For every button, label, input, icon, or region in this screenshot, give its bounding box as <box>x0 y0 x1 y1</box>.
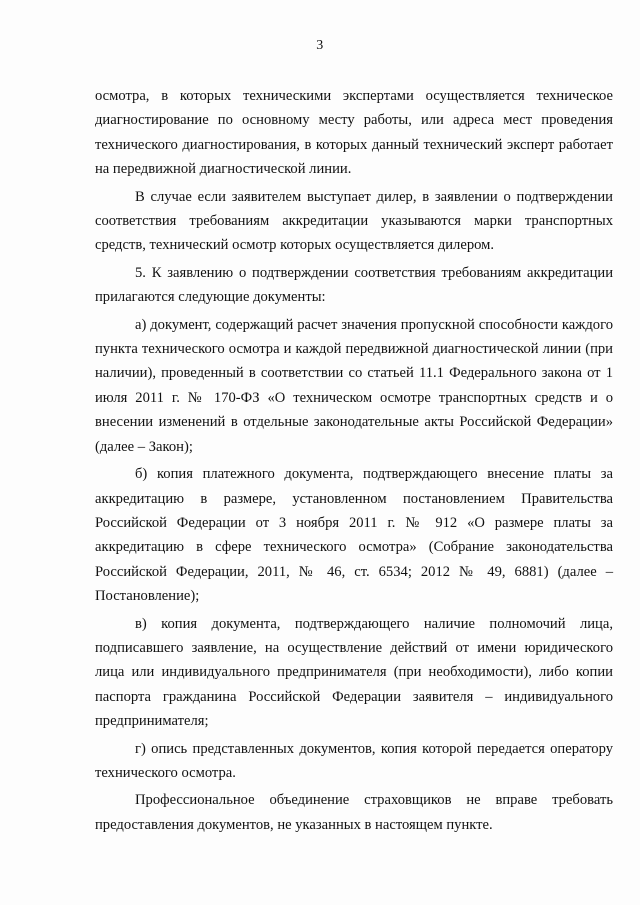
paragraph-dealer: В случае если заявителем выступает дилер, в заявлении о подтверждении соответствия требованиям аккредитации указываются марки транспортных средств, технический осмотр которых осуществляется дилером. <box>95 188 613 254</box>
page-number: 3 <box>316 38 324 53</box>
document-body <box>95 84 613 837</box>
paragraph-item-5: 5. К заявлению о подтверждении соответствия требованиям аккредитации прилагаются следующие документы: <box>95 264 613 306</box>
paragraph-subitem-b: б) копия платежного документа, подтверждающего внесение платы за аккредитацию в размере, установленном постановлением Правительства Российской Федерации от 3 ноября 2011 г. № 912 «О размере платы за аккредитацию в сфере технического осмотра» (Собрание законодательства Российской Федерации, 2011, № 46, ст. 6534; 2012 № 49, 6881) (далее – Постановление); <box>95 466 613 605</box>
paragraph-subitem-a: а) документ, содержащий расчет значения пропускной способности каждого пункта технического осмотра и каждой передвижной диагностической линии (при наличии), проведенный в соответствии со статьей 11.1 Федерального закона от 1 июля 2011 г. № 170-ФЗ «О техническом осмотре транспортных средств и о внесении изменений в отдельные законодательные акты Российской Федерации» (далее – Закон); <box>95 316 613 455</box>
paragraph-insurers: Профессиональное объединение страховщиков не вправе требовать предоставления документов, не указанных в настоящем пункте. <box>95 792 613 833</box>
paragraph-continuation: осмотра, в которых техническими экспертами осуществляется техническое диагностирование по основному месту работы, или адреса мест проведения технического диагностирования, в которых данный технический эксперт работает на передвижной диагностической линии. <box>95 88 613 178</box>
paragraph-subitem-v: в) копия документа, подтверждающего наличие полномочий лица, подписавшего заявление, на осуществление действий от имени юридического лица или индивидуального предпринимателя (при необходимости), либо копии паспорта гражданина Российской Федерации заявителя – индивидуального предпринимателя; <box>95 615 613 730</box>
paragraph-subitem-g: г) опись представленных документов, копия которой передается оператору технического осмотра. <box>95 740 613 781</box>
